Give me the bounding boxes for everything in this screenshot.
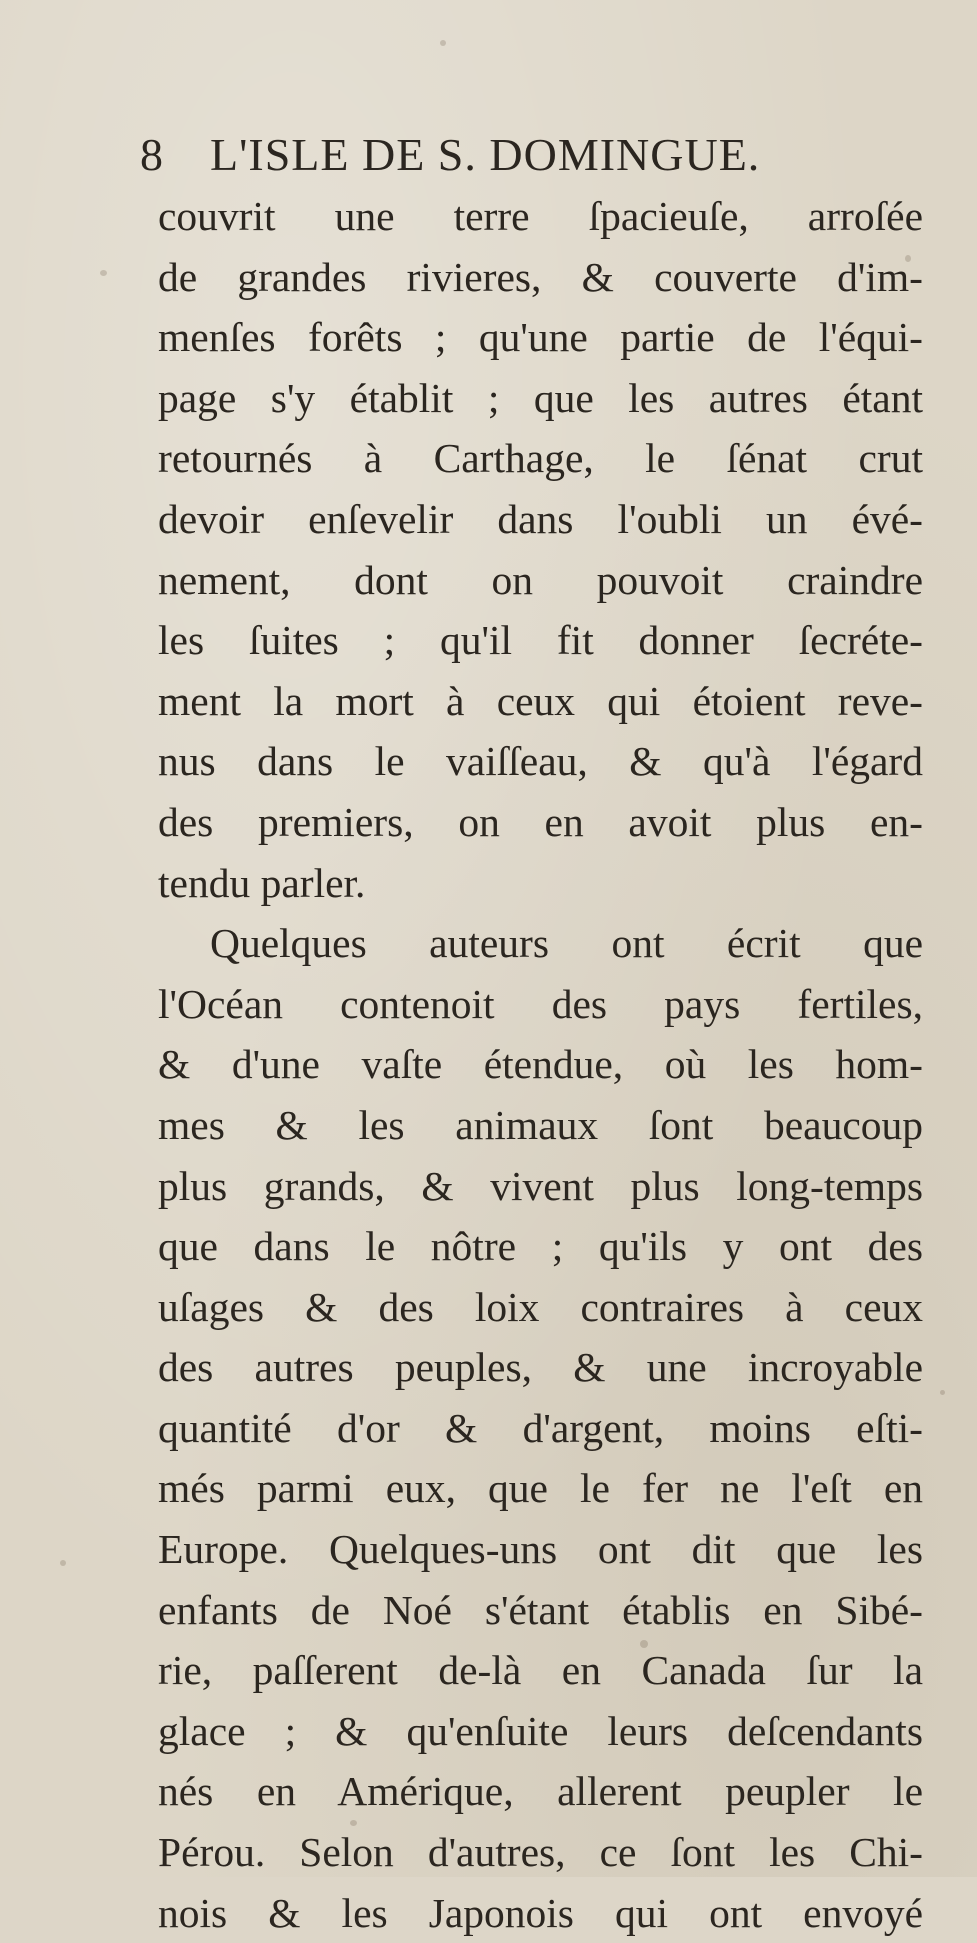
text-line: mes & les animaux ſont beaucoup <box>158 1101 923 1148</box>
running-title: L'ISLE DE S. DOMINGUE. <box>210 129 761 180</box>
text-line: l'Océan contenoit des pays fertiles, <box>158 980 923 1027</box>
text-line: de grandes rivieres, & couverte d'im- <box>158 253 923 300</box>
text-line: ment la mort à ceux qui étoient reve- <box>158 677 923 724</box>
running-head <box>140 128 760 181</box>
text-line: les ſuites ; qu'il fit donner ſecréte- <box>158 617 923 664</box>
text-line: quantité d'or & d'argent, moins eſti- <box>158 1404 923 1451</box>
page-number: 8 <box>140 129 164 180</box>
text-line: Pérou. Selon d'autres, ce ſont les Chi- <box>158 1829 923 1876</box>
text-line: Europe. Quelques-uns ont dit que les <box>158 1526 923 1573</box>
text-line: rie, paſſerent de-là en Canada ſur la <box>158 1647 923 1694</box>
text-line: des autres peuples, & une incroyable <box>158 1344 923 1391</box>
text-line: glace ; & qu'enſuite leurs deſcendants <box>158 1707 923 1754</box>
body-text <box>158 186 923 1943</box>
paragraph-start-line: Quelques auteurs ont écrit que <box>210 920 923 967</box>
text-line: uſages & des loix contraires à ceux <box>158 1283 923 1330</box>
text-line: nés en Amérique, allerent peupler le <box>158 1768 923 1815</box>
text-line: & d'une vaſte étendue, où les hom- <box>158 1041 923 1088</box>
text-line: nement, dont on pouvoit craindre <box>158 556 923 603</box>
text-line: menſes forêts ; qu'une partie de l'équi- <box>158 314 923 361</box>
text-line: des premiers, on en avoit plus en- <box>158 798 923 845</box>
paragraph-end-line: tendu parler. <box>158 859 366 906</box>
text-line: devoir enſevelir dans l'oubli un évé- <box>158 495 923 542</box>
text-line: nois & les Japonois qui ont envoyé <box>158 1889 923 1936</box>
text-line: més parmi eux, que le fer ne l'eſt en <box>158 1465 923 1512</box>
text-line: retournés à Carthage, le ſénat crut <box>158 435 923 482</box>
text-line: enfants de Noé s'étant établis en Sibé- <box>158 1586 923 1633</box>
text-line: page s'y établit ; que les autres étant <box>158 374 923 421</box>
text-line: plus grands, & vivent plus long-temps <box>158 1162 923 1209</box>
text-line: nus dans le vaiſſeau, & qu'à l'égard <box>158 738 923 785</box>
text-line: couvrit une terre ſpacieuſe, arroſée <box>158 193 923 239</box>
text-line: que dans le nôtre ; qu'ils y ont des <box>158 1223 923 1270</box>
